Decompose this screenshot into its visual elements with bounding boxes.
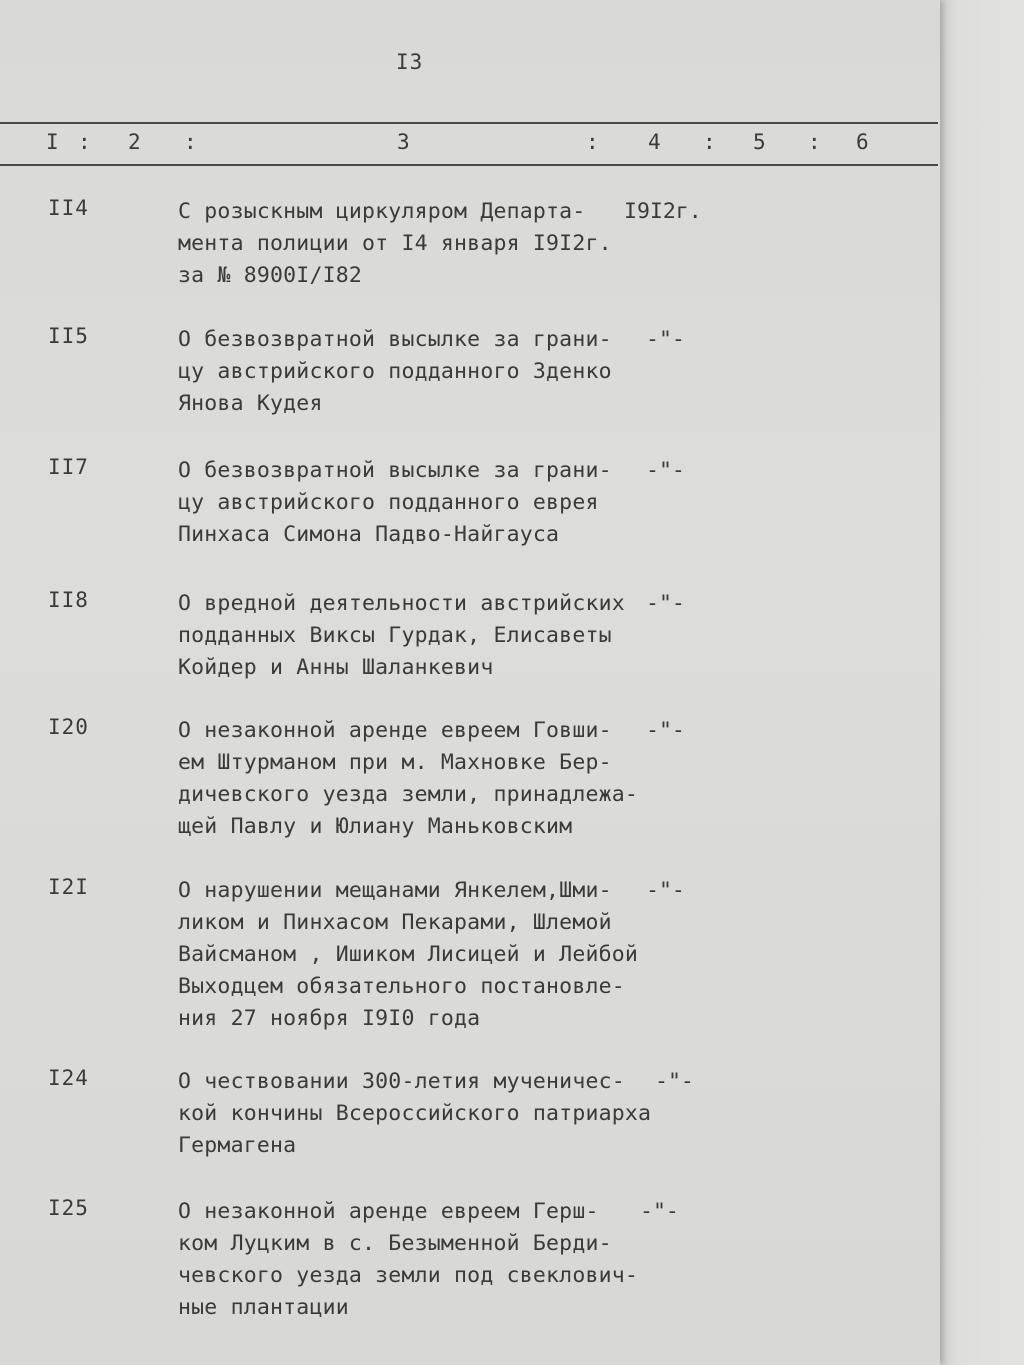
column-number-6: 6 [856, 130, 869, 154]
entry-title-line: щей Павлу и Юлиану Маньковским [178, 814, 573, 839]
entry-title-line: О незаконной аренде евреем Герш- [178, 1199, 599, 1224]
entry-title [178, 324, 658, 420]
entry-title-line: О чествовании 300-летия мученичес- [178, 1069, 625, 1094]
entry-title-line: Выходцем обязательного постановле- [178, 974, 625, 999]
entry-title [178, 455, 658, 551]
entry-title-line: ликом и Пинхасом Пекарами, Шлемой [178, 910, 612, 935]
entry-title-line: О нарушении мещанами Янкелем,Шми- [178, 878, 612, 903]
entry-id: II7 [48, 455, 89, 479]
entry-title [178, 1066, 658, 1162]
entry-date: -"- [655, 1069, 694, 1094]
back-sheet [930, 0, 1024, 1365]
entry-date: -"- [646, 591, 685, 616]
entry-title [178, 196, 658, 292]
entry-title-line: О безвозвратной высылке за грани- [178, 458, 612, 483]
entry-date: I9I2г. [624, 199, 702, 224]
entry-title-line: ные плантации [178, 1295, 349, 1320]
entry-title-line: за № 8900I/I82 [178, 263, 363, 288]
entry-title-line: цу австрийского подданного Зденко [178, 359, 612, 384]
header-rule-bottom [0, 164, 938, 166]
entry-date: -"- [640, 1199, 679, 1224]
entry-title-line: ем Штурманом при м. Махновке Бер- [178, 750, 612, 775]
entry-title-line: Гермагена [178, 1133, 297, 1158]
entry-title-line: чевского уезда земли под свеклович- [178, 1263, 639, 1288]
entry-id: II4 [48, 196, 89, 220]
page-number: I3 [396, 50, 424, 74]
column-separator: : [703, 130, 716, 154]
entry-title [178, 875, 658, 1035]
entry-title-line: цу австрийского подданного еврея [178, 490, 599, 515]
entry-title-line: подданных Виксы Гурдак, Елисаветы [178, 623, 612, 648]
entry-id: I25 [48, 1196, 89, 1220]
entry-title-line: ния 27 ноября I9I0 года [178, 1006, 481, 1031]
entry-title [178, 1196, 658, 1324]
column-separator: : [808, 130, 821, 154]
entry-date: -"- [646, 327, 685, 352]
entry-title-line: дичевского уезда земли, принадлежа- [178, 782, 639, 807]
entry-title [178, 715, 658, 843]
column-separator: : [78, 130, 91, 154]
entry-date: -"- [646, 718, 685, 743]
entry-id: I20 [48, 715, 89, 739]
entry-date: -"- [646, 458, 685, 483]
column-number-2: 2 [128, 130, 141, 154]
entry-title-line: кой кончины Всероссийского патриарха [178, 1101, 652, 1126]
header-rule-top [0, 122, 938, 124]
column-number-1: I [46, 130, 59, 154]
entry-id: I2I [48, 875, 89, 899]
column-number-5: 5 [753, 130, 766, 154]
entry-title [178, 588, 658, 684]
entry-id: II5 [48, 324, 89, 348]
entry-title-line: мента полиции от I4 января I9I2г. [178, 231, 612, 256]
entry-title-line: Пинхаса Симона Падво-Найгауса [178, 522, 560, 547]
entry-title-line: Койдер и Анны Шаланкевич [178, 655, 494, 680]
entry-title-line: О безвозвратной высылке за грани- [178, 327, 612, 352]
entry-title-line: С розыскным циркуляром Департа- [178, 199, 586, 224]
entry-title-line: О незаконной аренде евреем Говши- [178, 718, 612, 743]
entry-title-line: Вайсманом , Ишиком Лисицей и Лейбой [178, 942, 639, 967]
column-separator: : [586, 130, 599, 154]
entry-id: I24 [48, 1066, 89, 1090]
column-number-3: 3 [397, 130, 410, 154]
entry-title-line: ком Луцким в с. Безыменной Берди- [178, 1231, 612, 1256]
column-separator: : [184, 130, 197, 154]
entry-title-line: Янова Кудея [178, 391, 323, 416]
entry-id: II8 [48, 588, 89, 612]
column-number-4: 4 [648, 130, 661, 154]
entry-date: -"- [646, 878, 685, 903]
entry-title-line: О вредной деятельности австрийских [178, 591, 625, 616]
